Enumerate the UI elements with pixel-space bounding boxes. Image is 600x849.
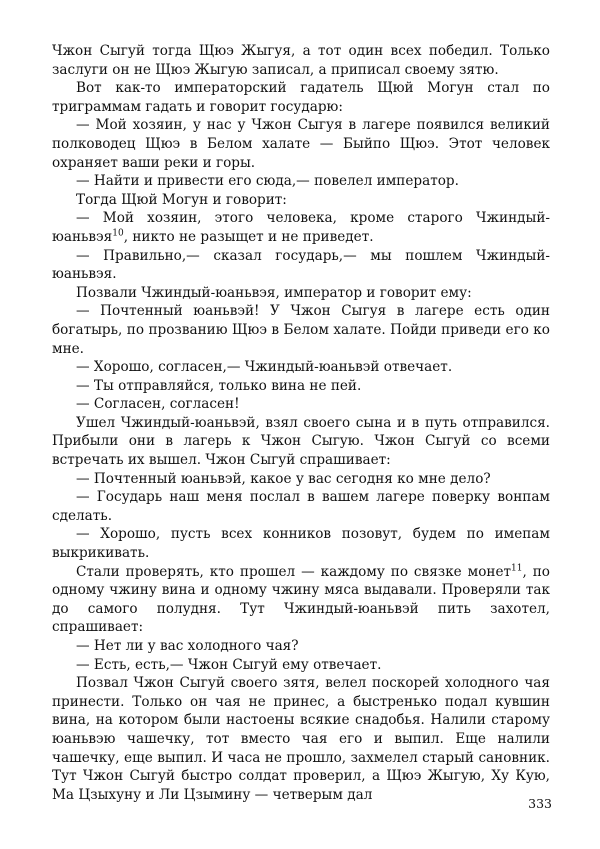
paragraph: — Согласен, согласен! (76, 396, 240, 413)
paragraph: Тогда Щюй Могун и говорит: (76, 191, 287, 208)
paragraph: — Почтенный юаньвэй, какое у вас сегодня ко мне дело? (76, 470, 491, 487)
paragraph: — Найти и привести его сюда,— повелел император. (76, 173, 459, 190)
footnote-marker[interactable]: 10 (112, 228, 124, 239)
paragraph: Вот как-то императорский гадатель Щюй Могун стал по триграммам гадать и говорит государю: (52, 80, 550, 115)
paragraph: — Мой хозяин, у нас у Чжон Сыгуя в лагере появился великий полководец Щюэ в Белом халате — Быйпо Щюэ. Этот человек охраняет ваши реки и горы. (52, 117, 550, 171)
paragraph: Стали проверять, кто прошел — каждому по связке монет$^{11}$, по одному чжину вина и одному чжину мяса выдавали. Проверяли так до самого полудня. Тут Чжиндый-юаньвэй пить захотел, спрашивает: (52, 563, 550, 636)
paragraph: — Нет ли у вас холодного чая? (76, 638, 299, 654)
paragraph: — Хорошо, согласен,— Чжиндый-юаньвэй отвечает. (76, 359, 453, 376)
paragraph: Ушел Чжиндый-юаньвэй, взял своего сына и в путь отправился. Прибыли они в лагерь к Чжон Сыгую. Чжон Сыгуй со всеми встречать их вышел. Чжон Сыгуй спрашивает: (52, 414, 550, 469)
paragraph: — Правильно,— сказал государь,— мы пошлем Чжиндый-юаньвэя. (52, 247, 550, 283)
footnote-marker[interactable]: 11 (511, 563, 523, 574)
paragraph: — Государь наш меня послал в вашем лагере поверку вонпам сделать. (52, 489, 550, 524)
paragraph: — Ты отправляйся, только вина не пей. (76, 377, 362, 394)
paragraph: — Мой хозяин, этого человека, кроме старого Чжиндый-юаньвэя$^{10}$, никто не разыщет и не приведет. (52, 210, 550, 245)
paragraph: Позвал Чжон Сыгуй своего зятя, велел поскорей холодного чая принести. Только он чая не принес, а быстренько подал кувшин вина, на котором были настоены всякие снадобья. Налили старому юаньвэю чашечку, тот вместо чая его и выпил. Еще налили чашечку, еще выпил. И часа не прошло, захмелел старый сановник. Тут Чжон Сыгуй быстро солдат проверил, а Щюэ Жыгую, Ху Кую, Ма Цзыхуну и Ли Цзымину — четверым дал (52, 675, 550, 803)
paragraph: — Почтенный юаньвэй! У Чжон Сыгуя в лагере есть один богатырь, по прозванию Щюэ в Белом халате. Пойди приведи его ко мне. (52, 303, 550, 357)
paragraph: Чжон Сыгуй тогда Щюэ Жыгуя, а тот один всех победил. Только заслуги он не Щюэ Жыгую записал, а приписал своему зятю. (52, 43, 550, 78)
page-number: 333 (528, 796, 552, 811)
main-text (52, 42, 550, 804)
paragraph: — Хорошо, пусть всех конников позовут, будем по имепам выкрикивать. (52, 526, 550, 562)
paragraph: — Есть, есть,— Чжон Сыгуй ему отвечает. (76, 656, 382, 673)
paragraph: Позвали Чжиндый-юаньвэя, император и говорит ему: (76, 284, 472, 301)
